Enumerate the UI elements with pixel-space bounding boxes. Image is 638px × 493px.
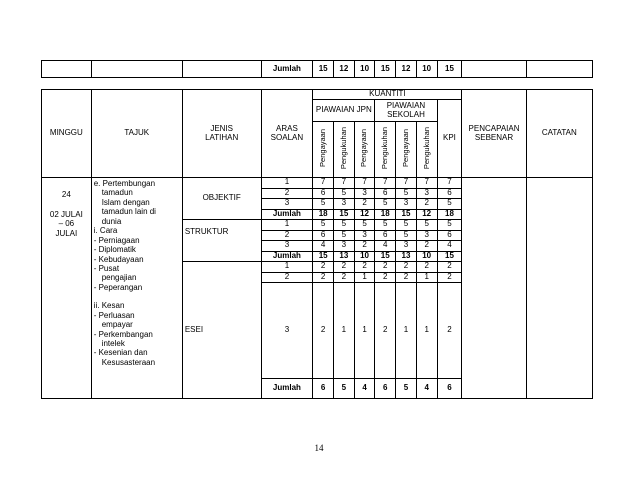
aras-cell: 2 <box>261 230 313 241</box>
value-cell: 3 <box>416 230 437 241</box>
value-cell: 6 <box>313 188 334 199</box>
header-sub <box>313 122 334 178</box>
summary-table-top <box>41 60 593 78</box>
value-cell: 7 <box>334 178 355 189</box>
jumlah-value: 12 <box>396 61 417 78</box>
total-cell: 15 <box>334 209 355 220</box>
total-cell: 12 <box>354 209 375 220</box>
total-cell: 6 <box>313 379 334 399</box>
header-sub-label: Pengukuhan <box>421 127 431 170</box>
jumlah-label: Jumlah <box>261 61 313 78</box>
header-catatan: CATATAN <box>526 90 592 178</box>
kpi-cell: 5 <box>437 199 462 210</box>
value-cell: 5 <box>396 188 417 199</box>
value-cell: 3 <box>334 199 355 210</box>
tajuk-line: dunia <box>101 216 122 226</box>
jumlah-value: 10 <box>416 61 437 78</box>
header-pencapaian-line: PENCAPAIAN <box>468 123 520 133</box>
tajuk-line: Kesusasteraan <box>101 357 156 367</box>
header-sub <box>334 122 355 178</box>
tajuk-cell <box>91 178 182 399</box>
value-cell: 5 <box>334 220 355 231</box>
jumlah-value: 10 <box>354 61 375 78</box>
kpi-cell: 6 <box>437 188 462 199</box>
kpi-cell: 2 <box>437 283 462 379</box>
tajuk-line: - Perniagaan <box>93 235 140 245</box>
aras-cell: 3 <box>261 199 313 210</box>
tajuk-line: Islam dengan <box>101 197 150 207</box>
tajuk-line: - Perluasan <box>93 310 135 320</box>
header-sub <box>416 122 437 178</box>
tajuk-line: - Diplomatik <box>93 245 136 255</box>
jumlah-label: Jumlah <box>261 209 313 220</box>
total-cell: 18 <box>313 209 334 220</box>
tajuk-spacer <box>94 292 180 301</box>
tajuk-line: - Pusat <box>93 263 120 273</box>
value-cell: 5 <box>313 199 334 210</box>
value-cell: 3 <box>354 230 375 241</box>
header-jenis-latihan <box>182 90 261 178</box>
minggu-line: JULAI <box>55 228 78 238</box>
jumlah-label: Jumlah <box>261 251 313 262</box>
tajuk-line: tamadun <box>101 188 133 198</box>
value-cell: 5 <box>396 230 417 241</box>
header-sub <box>375 122 396 178</box>
value-cell: 6 <box>313 230 334 241</box>
pencapaian-cell <box>462 178 526 399</box>
tajuk-line: e. Pertembungan <box>93 179 156 188</box>
cell-empty <box>462 61 526 78</box>
value-cell: 2 <box>396 272 417 283</box>
aras-cell: 1 <box>261 220 313 231</box>
value-cell: 7 <box>396 178 417 189</box>
header-sub-label: Pengukuhan <box>380 127 390 170</box>
kpi-cell: 7 <box>437 178 462 189</box>
header-jenis-line: JENIS <box>210 123 234 133</box>
jumlah-label: Jumlah <box>261 379 313 399</box>
value-cell: 4 <box>375 241 396 252</box>
page-number: 14 <box>314 443 324 453</box>
assessment-table <box>41 89 593 399</box>
value-cell: 3 <box>396 241 417 252</box>
header-kpi: KPI <box>437 100 462 178</box>
minggu-cell <box>42 178 92 399</box>
value-cell: 5 <box>375 199 396 210</box>
value-cell: 2 <box>416 262 437 273</box>
value-cell: 1 <box>416 272 437 283</box>
total-cell: 6 <box>437 379 462 399</box>
value-cell: 5 <box>416 220 437 231</box>
header-jenis-line: LATIHAN <box>205 132 239 142</box>
value-cell: 6 <box>375 230 396 241</box>
minggu-line: 02 JULAI <box>49 209 83 219</box>
header-pencapaian-sebenar <box>462 90 526 178</box>
cell-empty <box>526 61 592 78</box>
value-cell: 7 <box>375 178 396 189</box>
tajuk-line: - Kesenian dan <box>93 348 148 358</box>
jumlah-value: 12 <box>334 61 355 78</box>
value-cell: 2 <box>354 241 375 252</box>
value-cell: 1 <box>354 272 375 283</box>
header-sub-label: Pengayaan <box>318 129 328 168</box>
kpi-cell: 5 <box>437 220 462 231</box>
kpi-cell: 6 <box>437 230 462 241</box>
header-piawaian-jpn: PIAWAIAN JPN <box>313 100 375 122</box>
jenis-struktur: STRUKTUR <box>182 220 261 262</box>
tajuk-line: ii. Kesan <box>93 301 125 311</box>
cell-empty <box>182 61 261 78</box>
value-cell: 5 <box>313 220 334 231</box>
total-cell: 15 <box>396 209 417 220</box>
jenis-esei: ESEI <box>182 262 261 399</box>
value-cell: 4 <box>313 241 334 252</box>
header-sub-label: Pengukuhan <box>338 127 348 170</box>
value-cell: 7 <box>313 178 334 189</box>
total-cell: 15 <box>375 251 396 262</box>
tajuk-line: - Kebudayaan <box>93 254 144 264</box>
value-cell: 2 <box>313 283 334 379</box>
value-cell: 1 <box>396 283 417 379</box>
cell-empty <box>42 61 92 78</box>
kpi-cell: 4 <box>437 241 462 252</box>
aras-cell: 1 <box>261 178 313 189</box>
jenis-objektif: OBJEKTIF <box>182 178 261 220</box>
aras-cell: 2 <box>261 188 313 199</box>
value-cell: 5 <box>375 220 396 231</box>
header-minggu: MINGGU <box>42 90 92 178</box>
value-cell: 1 <box>416 283 437 379</box>
header-sub-label: Pengayaan <box>359 129 369 168</box>
tajuk-line: intelek <box>101 339 125 348</box>
tajuk-line: - Perkembangan <box>93 329 153 339</box>
value-cell: 2 <box>375 272 396 283</box>
aras-cell: 3 <box>261 283 313 379</box>
value-cell: 2 <box>416 241 437 252</box>
value-cell: 6 <box>375 188 396 199</box>
aras-cell: 1 <box>261 262 313 273</box>
tajuk-line: tamadun lain di <box>101 207 156 217</box>
total-cell: 10 <box>416 251 437 262</box>
header-pencapaian-line: SEBENAR <box>474 132 514 142</box>
header-piawaian-sekolah-line: SEKOLAH <box>387 109 425 119</box>
value-cell: 2 <box>354 199 375 210</box>
header-kuantiti: KUANTITI <box>313 90 462 100</box>
value-cell: 7 <box>354 178 375 189</box>
total-cell: 5 <box>396 379 417 399</box>
kpi-cell: 2 <box>437 272 462 283</box>
value-cell: 3 <box>416 188 437 199</box>
value-cell: 2 <box>334 262 355 273</box>
total-cell: 13 <box>396 251 417 262</box>
header-sub-label: Pengayaan <box>400 129 410 168</box>
total-cell: 18 <box>375 209 396 220</box>
value-cell: 2 <box>313 262 334 273</box>
value-cell: 3 <box>354 188 375 199</box>
value-cell: 5 <box>334 188 355 199</box>
minggu-line: 24 <box>61 190 71 199</box>
value-cell: 2 <box>396 262 417 273</box>
header-piawaian-sekolah <box>375 100 437 122</box>
value-cell: 5 <box>354 220 375 231</box>
tajuk-line: i. Cara <box>93 226 118 236</box>
cell-empty <box>91 61 182 78</box>
header-sub <box>354 122 375 178</box>
total-cell: 5 <box>334 379 355 399</box>
header-aras-soalan <box>261 90 313 178</box>
minggu-line: – 06 <box>58 219 75 229</box>
jumlah-value: 15 <box>437 61 462 78</box>
value-cell: 2 <box>416 199 437 210</box>
value-cell: 3 <box>396 199 417 210</box>
value-cell: 2 <box>354 262 375 273</box>
value-cell: 2 <box>375 262 396 273</box>
total-cell: 10 <box>354 251 375 262</box>
header-sub <box>396 122 417 178</box>
total-cell: 15 <box>437 251 462 262</box>
tajuk-line: pengajian <box>101 273 137 283</box>
kpi-cell: 2 <box>437 262 462 273</box>
total-cell: 12 <box>416 209 437 220</box>
value-cell: 1 <box>334 283 355 379</box>
value-cell: 5 <box>334 230 355 241</box>
value-cell: 2 <box>334 272 355 283</box>
header-piawaian-sekolah-line: PIAWAIAN <box>386 100 426 110</box>
aras-cell: 2 <box>261 272 313 283</box>
jumlah-value: 15 <box>313 61 334 78</box>
jumlah-value: 15 <box>375 61 396 78</box>
tajuk-line: empayar <box>101 320 133 330</box>
total-cell: 15 <box>313 251 334 262</box>
total-cell: 13 <box>334 251 355 262</box>
total-cell: 4 <box>354 379 375 399</box>
value-cell: 5 <box>396 220 417 231</box>
minggu-spacer <box>42 200 91 210</box>
header-aras-line: SOALAN <box>270 132 304 142</box>
value-cell: 7 <box>416 178 437 189</box>
total-cell: 6 <box>375 379 396 399</box>
total-cell: 18 <box>437 209 462 220</box>
value-cell: 3 <box>334 241 355 252</box>
tajuk-line: - Peperangan <box>93 282 143 292</box>
header-tajuk: TAJUK <box>91 90 182 178</box>
value-cell: 2 <box>375 283 396 379</box>
total-cell: 4 <box>416 379 437 399</box>
header-aras-line: ARAS <box>276 123 298 133</box>
value-cell: 2 <box>313 272 334 283</box>
aras-cell: 3 <box>261 241 313 252</box>
catatan-cell <box>526 178 592 399</box>
value-cell: 1 <box>354 283 375 379</box>
